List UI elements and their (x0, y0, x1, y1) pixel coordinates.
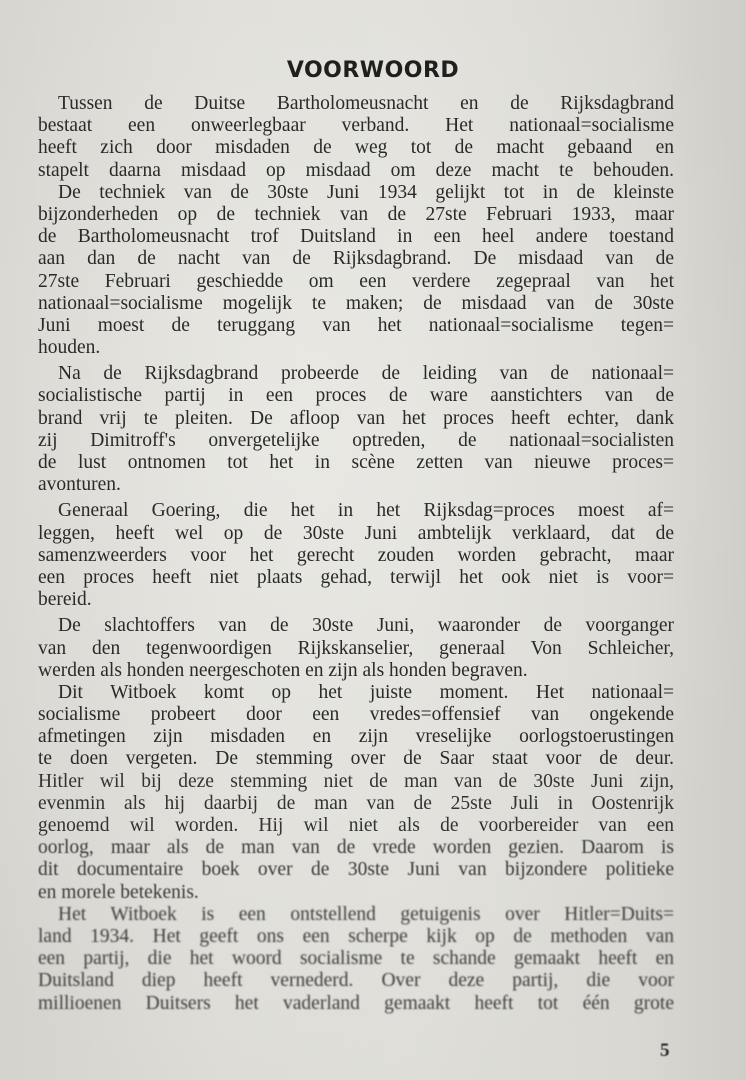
paragraph (38, 363, 674, 496)
text-line: van den tegenwoordigen Rijkskanselier, generaal Von Schleicher, (38, 637, 674, 659)
text-line: Generaal Goering, die het in het Rijksdag=proces moest af= (58, 500, 674, 522)
text-line: de lust ontnomen tot het in scène zetten van nieuwe proces= (38, 452, 674, 473)
paragraph (38, 682, 674, 904)
text-line: Duitsland diep heeft vernederd. Over deze partij, die voor (38, 970, 674, 992)
page-title: VOORWOORD (286, 58, 460, 83)
text-line: millioenen Duitsers het vaderland gemaakt heeft tot één grote (38, 992, 674, 1014)
text-line: een partij, die het woord socialisme te schande gemaakt heeft en (38, 948, 674, 970)
paragraph (38, 93, 674, 182)
text-line: te doen vergeten. De stemming over de Saar staat voor de deur. (38, 748, 674, 770)
text-line: oorlog, maar als de man van de vrede worden gezien. Daarom is (38, 837, 674, 859)
paragraph (38, 500, 674, 611)
text-line: werden als honden neergeschoten en zijn als honden begraven. (38, 659, 528, 681)
text-line: nationaal=socialisme mogelijk te maken; de misdaad van de 30ste (38, 292, 674, 314)
text-line: avonturen. (38, 474, 121, 496)
text-line: de Bartholomeusnacht trof Duitsland in een heel andere toestand (38, 226, 674, 248)
text-line: socialistische partij in een proces de ware aanstichters van de (38, 385, 674, 407)
text-line: Hitler wil bij deze stemming niet de man van de 30ste Juni zijn, (38, 770, 674, 792)
text-line: Tussen de Duitse Bartholomeusnacht en de Rijksdagbrand (58, 93, 674, 114)
text-line: houden. (38, 337, 101, 359)
text-line: socialisme probeert door een vredes=offensief van ongekende (38, 704, 674, 726)
text-line: afmetingen zijn misdaden en zijn vreselijke oorlogstoerustingen (38, 726, 674, 748)
page-number: 5 (660, 1040, 670, 1061)
text-line: bestaat een onweerlegbaar verband. Het nationaal=socialisme (38, 115, 674, 137)
text-line: zij Dimitroff's onvergetelijke optreden, de nationaal=socialisten (38, 429, 674, 451)
text-line: De techniek van de 30ste Juni 1934 gelijkt tot in de kleinste (58, 181, 674, 203)
paragraph (38, 182, 674, 360)
text-line: brand vrij te pleiten. De afloop van het proces heeft echter, dank (38, 407, 674, 429)
text-line: Juni moest de teruggang van het nationaal=socialisme tegen= (38, 314, 674, 336)
text-line: leggen, heeft wel op de 30ste Juni ambtelijk verklaard, dat de (38, 522, 674, 544)
paragraph (38, 615, 674, 682)
text-line: bijzonderheden op de techniek van de 27ste Februari 1933, maar (38, 203, 674, 225)
text-line: Na de Rijksdagbrand probeerde de leiding van de nationaal= (58, 363, 674, 385)
text-line: 27ste Februari geschiedde om een verdere zegepraal van het (38, 270, 674, 292)
body-text (38, 93, 674, 1015)
text-line: heeft zich door misdaden de weg tot de macht gebaand en (38, 137, 674, 159)
text-line: bereid. (38, 589, 92, 611)
paragraph (38, 904, 674, 1015)
text-line: genoemd wil worden. Hij wil niet als de voorbereider van een (38, 815, 674, 836)
text-line: De slachtoffers van de 30ste Juni, waaronder de voorganger (58, 615, 674, 637)
text-line: evenmin als hij daarbij de man van de 25ste Juli in Oostenrijk (38, 792, 674, 814)
text-line: land 1934. Het geeft ons een scherpe kijk op de methoden van (38, 925, 674, 947)
text-line: samenzweerders voor het gerecht zouden worden gebracht, maar (38, 544, 674, 566)
text-line: en morele betekenis. (38, 881, 199, 903)
text-line: Dit Witboek komt op het juiste moment. Het nationaal= (58, 681, 674, 703)
text-line: stapelt daarna misdaad op misdaad om deze macht te behouden. (38, 159, 674, 181)
text-line: Het Witboek is een ontstellend getuigenis over Hitler=Duits= (58, 903, 674, 925)
text-line: een proces heeft niet plaats gehad, terwijl het ook niet is voor= (38, 566, 674, 588)
text-line: aan dan de nacht van de Rijksdagbrand. De misdaad van de (38, 248, 674, 270)
text-line: dit documentaire boek over de 30ste Juni van bijzondere politieke (38, 859, 674, 881)
